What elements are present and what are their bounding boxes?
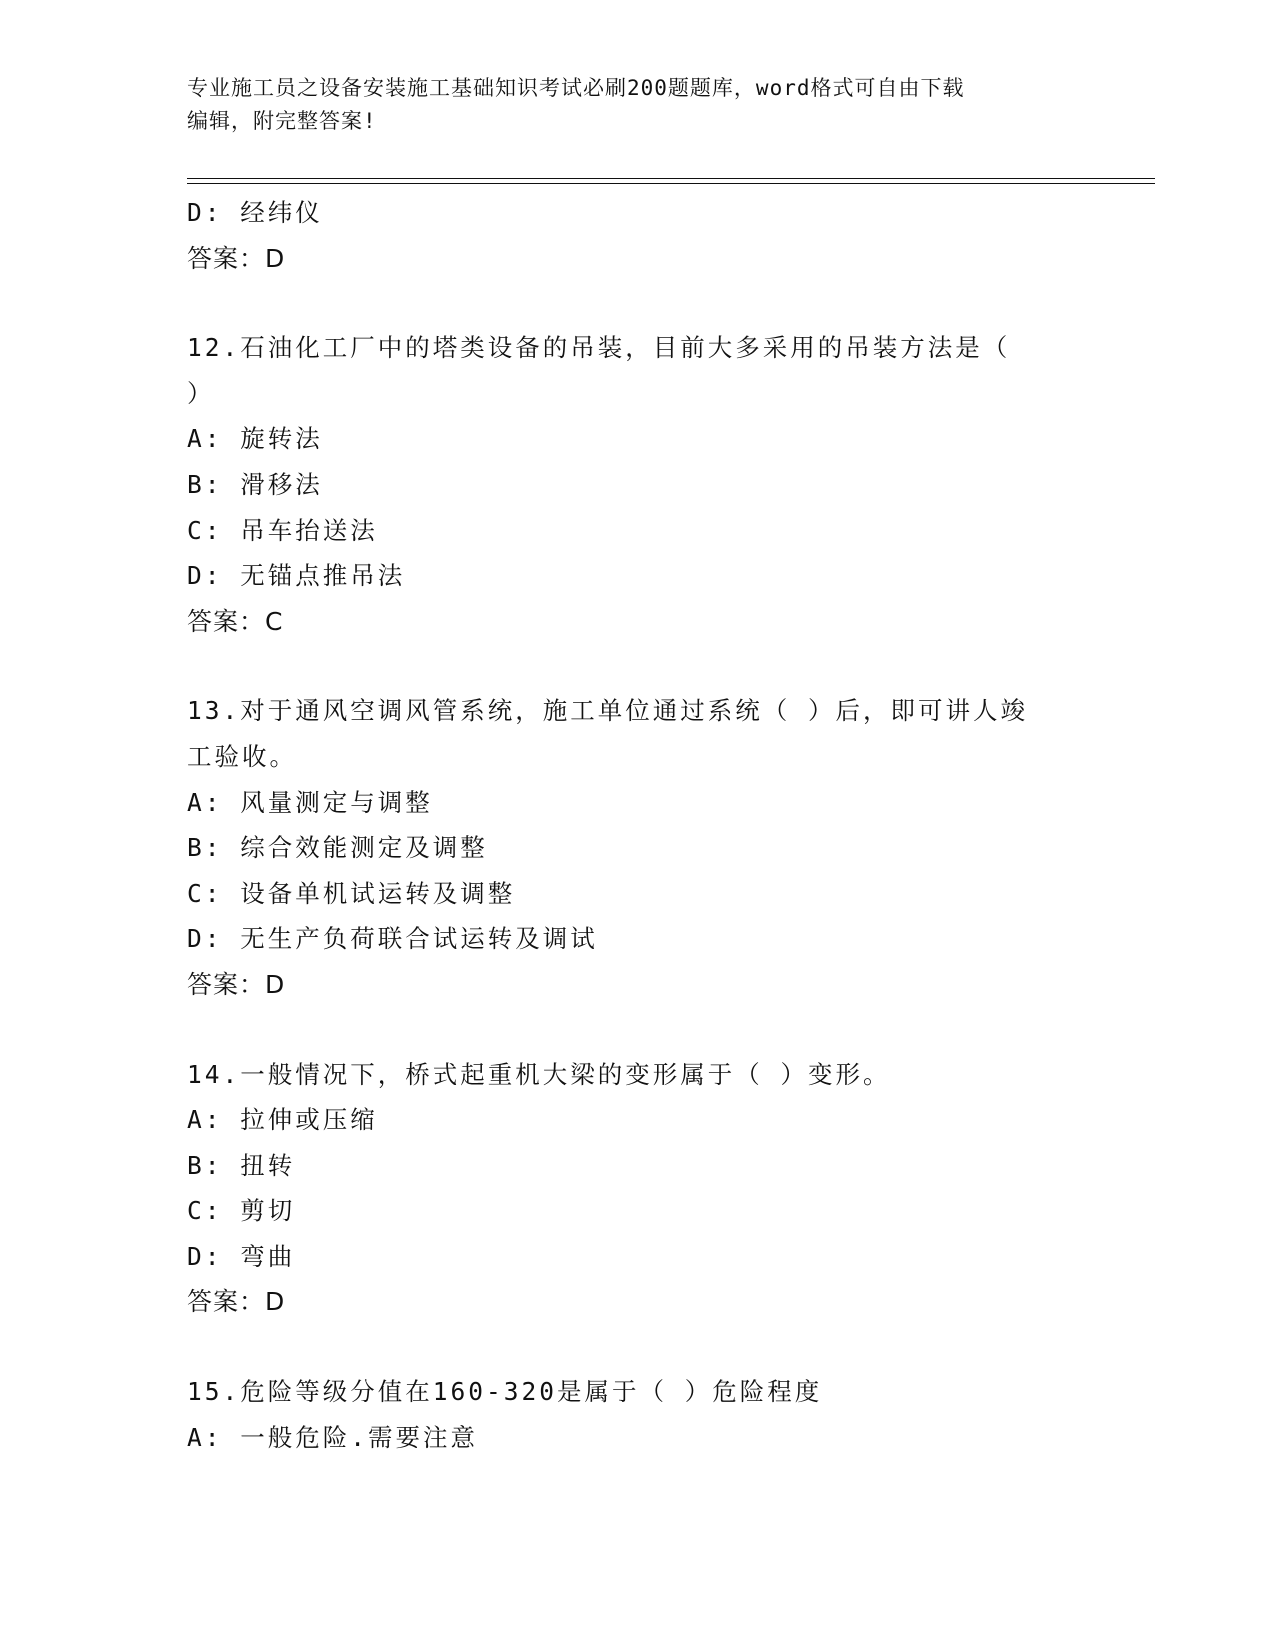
answer-line: 答案：D <box>187 969 286 999</box>
option-line: D: 弯曲 <box>187 1241 296 1271</box>
answer-line: 答案：D <box>187 243 286 273</box>
question-text: 14.一般情况下，桥式起重机大梁的变形属于（ ）变形。 <box>187 1059 891 1089</box>
option-line: C: 设备单机试运转及调整 <box>187 878 516 908</box>
header-line-1: 专业施工员之设备安装施工基础知识考试必刷200题题库，word格式可自由下载 <box>187 76 965 100</box>
section-gap <box>187 644 1087 688</box>
question-text: 工验收。 <box>187 741 297 771</box>
option-line: D: 经纬仪 <box>187 198 323 227</box>
question-text: 15.危险等级分值在160-320是属于（ ）危险程度 <box>187 1377 823 1407</box>
option-line: A: 拉伸或压缩 <box>187 1105 378 1135</box>
header-divider-bottom <box>187 183 1155 184</box>
question-list <box>187 190 1087 1460</box>
option-line: C: 吊车抬送法 <box>187 515 378 545</box>
option-line: D: 无生产负荷联合试运转及调试 <box>187 924 598 954</box>
header-divider-top <box>187 178 1155 179</box>
document-header <box>187 72 1067 138</box>
option-line: B: 扭转 <box>187 1150 296 1180</box>
section-gap <box>187 1325 1087 1369</box>
question-text: ） <box>187 378 215 408</box>
section-gap <box>187 1008 1087 1052</box>
question-text: 12.石油化工厂中的塔类设备的吊装，目前大多采用的吊装方法是（ <box>187 333 1011 363</box>
option-line: A: 一般危险.需要注意 <box>187 1422 479 1452</box>
option-line: D: 无锚点推吊法 <box>187 561 406 591</box>
header-line-2: 编辑，附完整答案! <box>187 109 377 133</box>
answer-line: 答案：C <box>187 606 284 636</box>
section-gap <box>187 281 1087 325</box>
option-line: A: 旋转法 <box>187 424 323 454</box>
option-line: A: 风量测定与调整 <box>187 787 433 817</box>
option-line: B: 综合效能测定及调整 <box>187 833 488 863</box>
option-line: C: 剪切 <box>187 1196 296 1226</box>
answer-line: 答案：D <box>187 1287 286 1317</box>
option-line: B: 滑移法 <box>187 469 323 499</box>
question-text: 13.对于通风空调风管系统，施工单位通过系统（ ）后，即可讲人竣 <box>187 696 1028 726</box>
